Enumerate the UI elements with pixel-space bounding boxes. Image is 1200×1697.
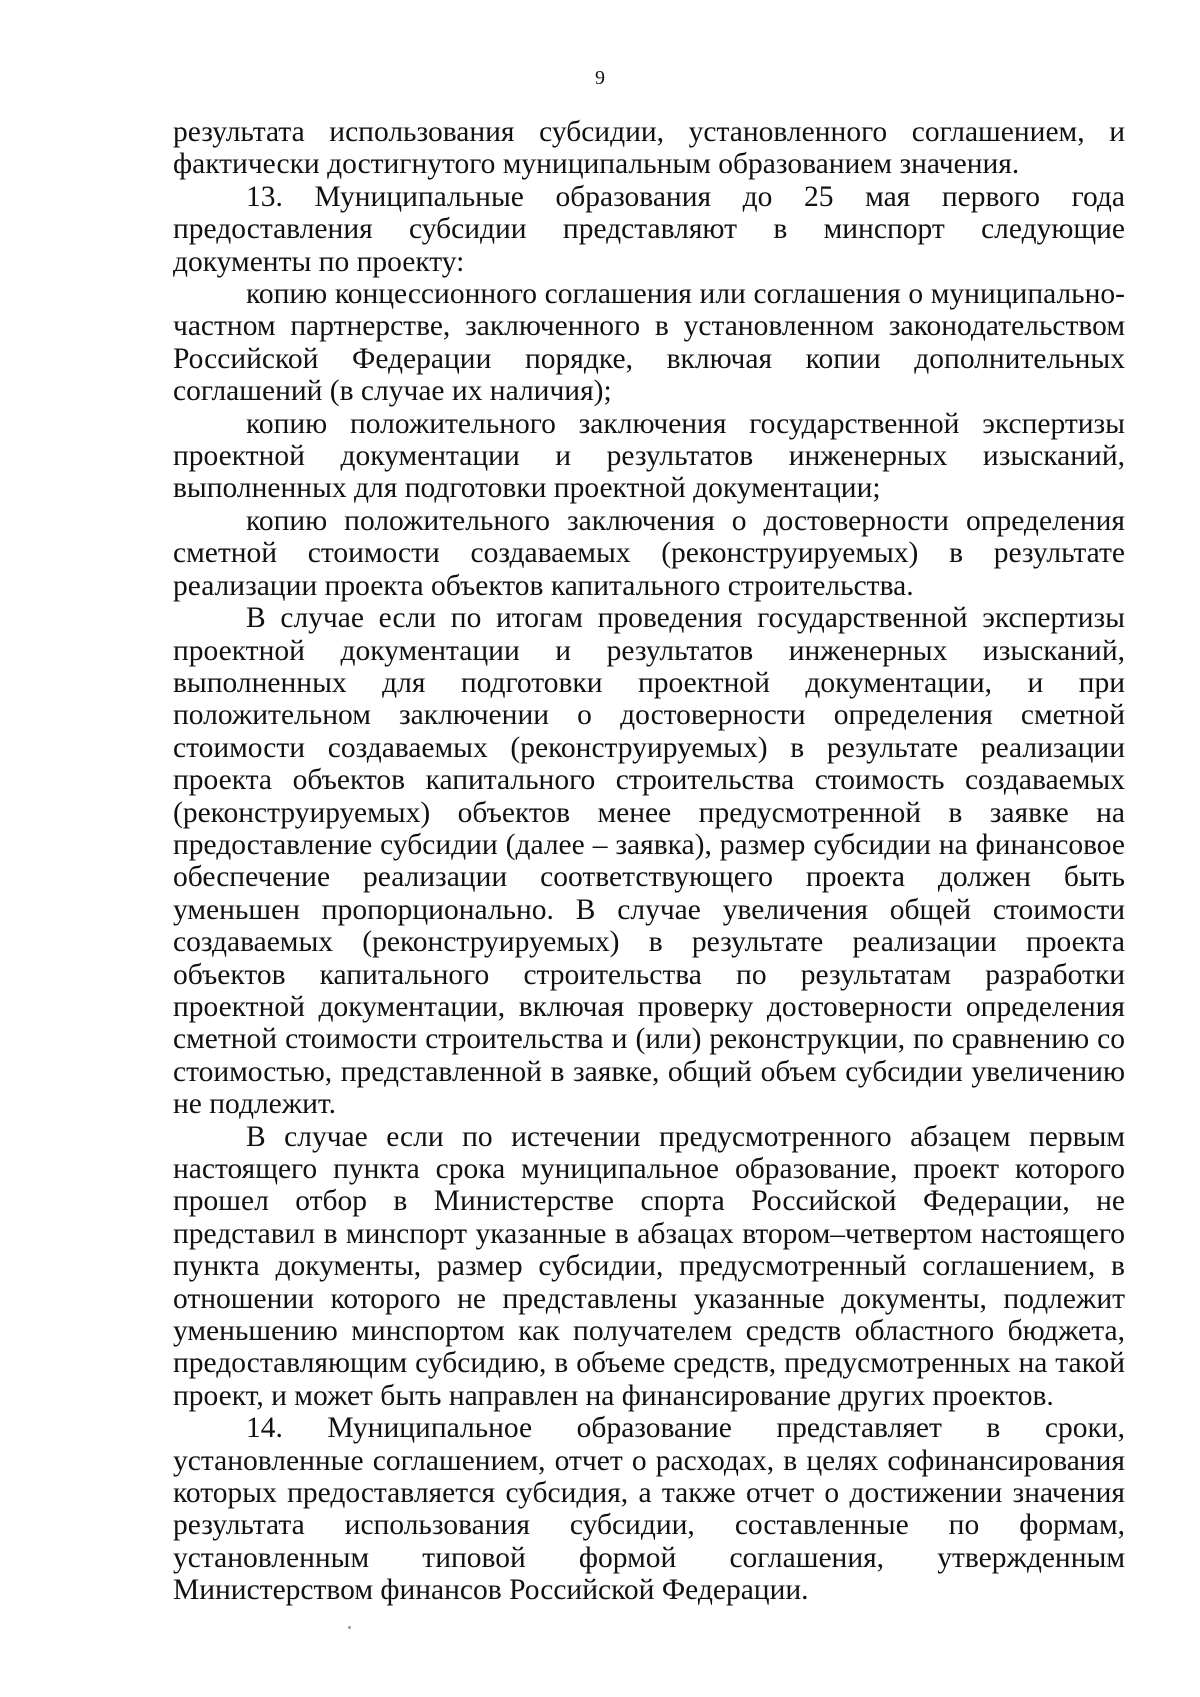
paragraph-concession-copy: копию концессионного соглашения или соглашения о муниципально-частном партнерстве, заключенного в установленном законодательством Российской Федерации порядке, включая копии дополнительных соглашений (в случае их наличия); <box>173 278 1125 408</box>
paragraph-cost-reduction: В случае если по итогам проведения государственной экспертизы проектной документации и результатов инженерных изысканий, выполненных для подготовки проектной документации, и при положительном заключении о достоверности определения сметной стоимости создаваемых (реконструируемых) в результате реализации проекта объектов капитального строительства стоимость создаваемых (реконструируемых) объектов менее предусмотренной в заявке на предоставление субсидии (далее – заявка), размер субсидии на финансовое обеспечение реализации соответствующего проекта должен быть уменьшен пропорционально. В случае увеличения общей стоимости создаваемых (реконструируемых) в результате реализации проекта объектов капитального строительства по результатам разработки проектной документации, включая проверку достоверности определения сметной стоимости строительства и (или) реконструкции, по сравнению со стоимостью, представленной в заявке, общий объем субсидии увеличению не подлежит. <box>173 602 1125 1121</box>
paragraph-item-13: 13. Муниципальные образования до 25 мая первого года предоставления субсидии представляют в минспорт следующие документы по проекту: <box>173 180 1125 278</box>
paragraph-estimate-copy: копию положительного заключения о достоверности определения сметной стоимости создаваемых (реконструируемых) в результате реализации проекта объектов капитального строительства. <box>173 504 1125 602</box>
paragraph-expertise-copy: копию положительного заключения государственной экспертизы проектной документации и результатов инженерных изысканий, выполненных для подготовки проектной документации; <box>173 407 1125 505</box>
page-number: 9 <box>595 67 605 89</box>
paragraph-continuation: результата использования субсидии, установленного соглашением, и фактически достигнутого муниципальным образованием значения. <box>173 116 1125 181</box>
paragraph-item-14: 14. Муниципальное образование представляет в сроки, установленные соглашением, отчет о расходах, в целях софинансирования которых предоставляется субсидия, а также отчет о достижении значения результата использования субсидии, составленные по формам, установленным типовой формой соглашения, утвержденным Министерством финансов Российской Федерации. <box>173 1412 1125 1607</box>
document-body <box>173 116 1125 1607</box>
scan-artifact-dot <box>348 1626 351 1629</box>
paragraph-deadline-missed: В случае если по истечении предусмотренного абзацем первым настоящего пункта срока муниципальное образование, проект которого прошел отбор в Министерстве спорта Российской Федерации, не представил в минспорт указанные в абзацах втором–четвертом настоящего пункта документы, размер субсидии, предусмотренный соглашением, в отношении которого не представлены указанные документы, подлежит уменьшению минспортом как получателем средств областного бюджета, предоставляющим субсидию, в объеме средств, предусмотренных на такой проект, и может быть направлен на финансирование других проектов. <box>173 1120 1125 1412</box>
